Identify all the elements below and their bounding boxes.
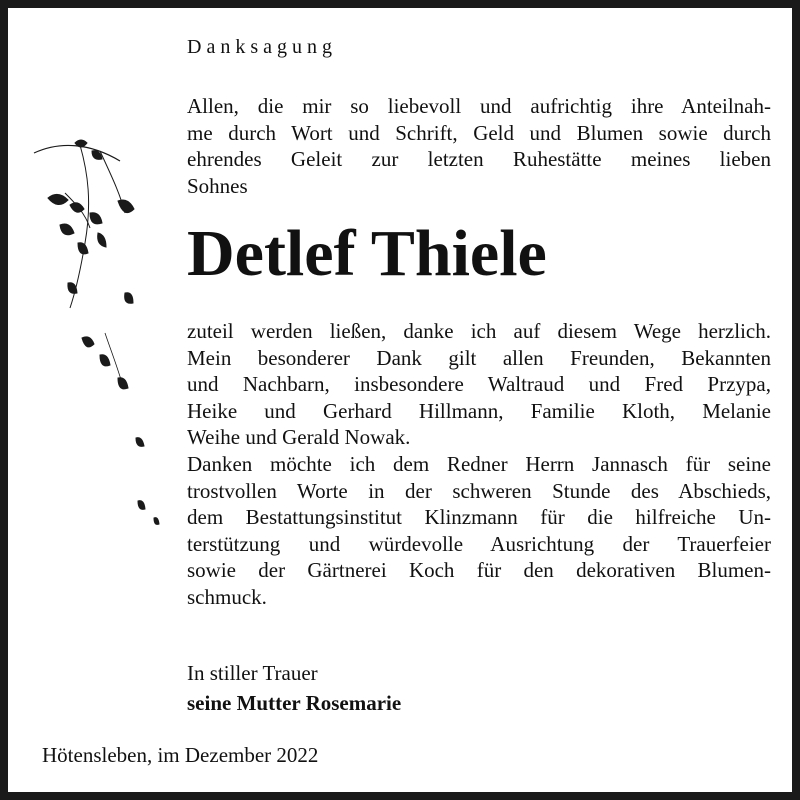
- text-line: Weihe und Gerald Nowak.: [187, 425, 411, 449]
- heading: Danksagung: [187, 36, 337, 58]
- signer: seine Mutter Rosemarie: [187, 691, 402, 715]
- text-line: schmuck.: [187, 584, 267, 609]
- text-line: und Nachbarn, insbesondere Waltraud und Fred Przypa,: [187, 372, 771, 396]
- text-line: Allen, die mir so liebevoll und aufrichtig ihre Anteilnah-: [187, 94, 771, 118]
- text-line: me durch Wort und Schrift, Geld und Blumen sowie durch: [187, 120, 771, 145]
- intro-paragraph: [187, 93, 771, 199]
- text-line: ehrendes Geleit zur letzten Ruhestätte meines lieben: [187, 147, 771, 171]
- text-line: Heike und Gerhard Hillmann, Familie Kloth, Melanie: [187, 398, 771, 423]
- deceased-name: Detlef Thiele: [187, 217, 547, 290]
- thanks-paragraph-2: [187, 451, 771, 610]
- text-line: sowie der Gärtnerei Koch für den dekorativen Blumen-: [187, 558, 771, 582]
- text-line: zuteil werden ließen, danke ich auf diesem Wege herzlich.: [187, 319, 771, 343]
- place-date: Hötensleben, im Dezember 2022: [42, 743, 319, 767]
- text-line: Sohnes: [187, 173, 248, 198]
- thanks-paragraph: [187, 318, 771, 451]
- text-line: trostvollen Worte in der schweren Stunde des Abschieds,: [187, 478, 771, 503]
- closing-phrase: In stiller Trauer: [187, 661, 318, 685]
- text-line: terstützung und würdevolle Ausrichtung der Trauerfeier: [187, 531, 771, 556]
- text-line: Danken möchte ich dem Redner Herrn Jannasch für seine: [187, 452, 771, 476]
- text-line: Mein besonderer Dank gilt allen Freunden, Bekannten: [187, 345, 771, 370]
- birch-branch-icon: [30, 133, 170, 543]
- closing-block: [187, 658, 401, 718]
- text-line: dem Bestattungsinstitut Klinzmann für die hilfreiche Un-: [187, 505, 771, 529]
